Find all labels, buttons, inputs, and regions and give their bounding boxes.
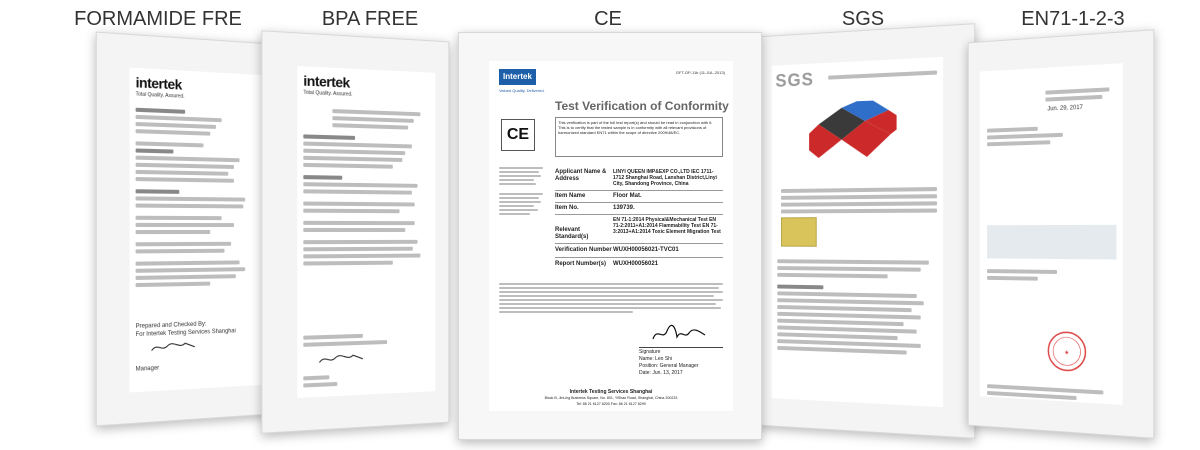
item-name-label: Item Name — [555, 193, 586, 199]
yellow-sample-swatch — [781, 217, 817, 247]
disclaimer-lines — [499, 281, 723, 315]
certificate-formamide-paper — [130, 68, 263, 393]
applicant-value: LINYI QUEEN IMP&EXP CO.,LTD IEC 1711-1712 Shanghai Road, Lanshan District,Linyi City, Shandong Province, China — [613, 169, 717, 187]
verification-value: WUXH00056021-TVC01 — [613, 247, 679, 253]
signed-date: Date: Jun. 13, 2017 — [639, 370, 683, 376]
intertek-tagline: Total Quality. Assured. — [303, 89, 353, 98]
certificate-en71-paper — [980, 63, 1123, 405]
standards-value: EN 71-1:2014 Physical&Mechanical Test EN 71-2:2011+A1:2014 Flammability Test EN 71-3:2013+A1:2014 Toxic Element Migration Test — [613, 217, 721, 235]
label-en71: EN71-1-2-3 — [1021, 8, 1125, 30]
certificate-ce-paper — [489, 61, 733, 411]
table-divider — [555, 190, 723, 191]
official-seal-stamp — [1045, 329, 1088, 375]
signer-lines — [303, 372, 346, 391]
sign-org: For Intertek Testing Services Shanghai — [135, 328, 236, 339]
ce-mark-box — [501, 119, 535, 151]
item-no-value: 139739. — [613, 205, 635, 211]
label-ce: CE — [594, 8, 622, 30]
certificate-sgs-paper — [772, 57, 943, 407]
sign-text: Prepared and Checked By: — [135, 321, 207, 330]
intertek-logo: Intertek — [499, 69, 536, 85]
footer-address: Block B, JinLing Business Square, No. 801, YiShan Road, Shanghai, China 200233 — [544, 396, 678, 400]
intro-text: This verification is part of the full test report(s) and should be read in conjunction with it. This is to certify that the tested sample is in conformity with all relevant provisions of harmonized standard EN71 within the scope of directive 2009/48/EC. — [558, 120, 713, 135]
document-body-lines — [136, 105, 258, 291]
table-divider — [555, 214, 723, 215]
floor-mat-photo — [809, 100, 896, 172]
certificate-formamide-frame — [96, 32, 279, 427]
label-sgs: SGS — [841, 8, 885, 30]
sample-photo — [987, 225, 1116, 260]
table-divider — [555, 257, 723, 258]
signer-position: Position: General Manager — [639, 363, 699, 369]
certificate-en71-frame — [968, 29, 1155, 439]
intertek-logo: intertek — [135, 74, 182, 93]
document-body-lines — [303, 105, 429, 269]
svg-text:★: ★ — [1064, 350, 1070, 357]
results-table — [781, 184, 937, 216]
notes-column — [499, 165, 543, 217]
table-divider — [555, 243, 723, 244]
report-label: Report Number(s) — [555, 261, 607, 267]
certificate-ce-frame — [458, 32, 762, 440]
report-date: Jun. 29, 2017 — [1047, 104, 1083, 113]
footer-lines — [987, 381, 1116, 405]
certificate-bpa-frame — [261, 30, 449, 434]
document-body-lines — [777, 256, 937, 358]
item-no-label: Item No. — [555, 205, 579, 211]
signer-name: Name: Leo Shi — [639, 356, 673, 362]
page-title: Test Verification of Conformity — [555, 99, 729, 113]
signature-image — [317, 351, 366, 367]
document-lower-lines — [987, 266, 1116, 285]
intertek-tagline: Valued Quality. Delivered. — [499, 88, 545, 93]
signature-label: Signature — [639, 349, 661, 355]
intertek-tagline: Total Quality. Assured. — [135, 91, 185, 100]
certificate-bpa-paper — [297, 66, 435, 398]
table-divider — [555, 202, 723, 203]
certificate-sgs-frame — [758, 23, 975, 439]
signer-role: Manager — [135, 365, 160, 373]
signature-image — [649, 323, 709, 345]
label-bpa-free: BPA FREE — [321, 8, 419, 30]
footer-org: Intertek Testing Services Shanghai — [569, 389, 653, 395]
verification-label: Verification Number — [555, 247, 612, 253]
sign-block-lines — [303, 330, 387, 350]
header-lines — [1045, 84, 1116, 105]
header-code: GFT-OP-11b (11-JUL-2013) — [675, 70, 725, 75]
signature-line — [639, 347, 723, 348]
intro-box — [555, 117, 723, 157]
header-lines — [828, 67, 937, 82]
report-value: WUXH00056021 — [613, 261, 659, 267]
item-name-value: Floor Mat. — [613, 193, 642, 199]
signature-image — [150, 339, 199, 355]
standards-label: Relevant Standard(s) — [555, 227, 589, 240]
intertek-logo: intertek — [303, 72, 350, 91]
footer-phone: Tel: 86 21 6127 8200 Fax: 86 21 6127 8299 — [576, 402, 646, 406]
ce-mark: CE — [506, 126, 530, 143]
sgs-logo: SGS — [775, 69, 814, 91]
label-formamide-free: FORMAMIDE FRE — [74, 8, 242, 30]
document-body-lines — [987, 121, 1116, 150]
applicant-label: Applicant Name & Address — [555, 169, 607, 182]
